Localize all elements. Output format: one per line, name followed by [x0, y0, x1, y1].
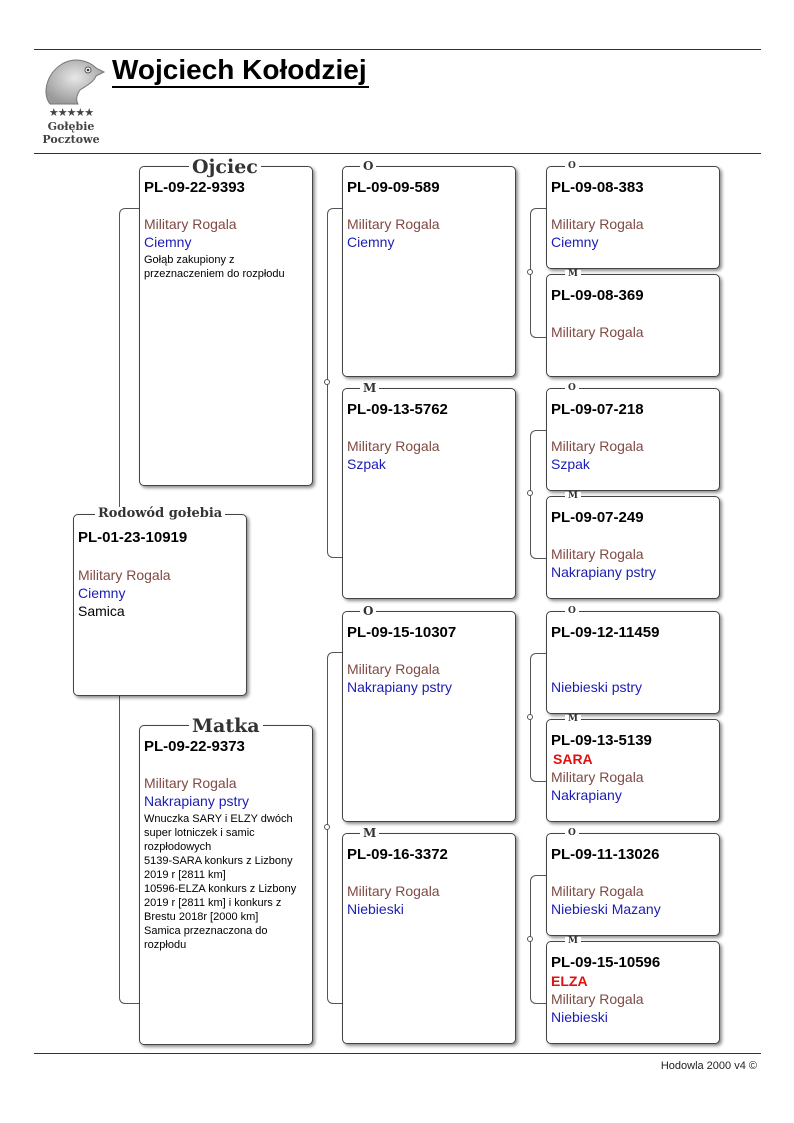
mmf-ring: PL-09-11-13026 [551, 846, 660, 863]
mother-breed: Military Rogala [144, 775, 237, 791]
fmm-ring: PL-09-07-249 [551, 509, 644, 526]
mff-card[interactable] [546, 611, 720, 714]
mother-color: Nakrapiany pstry [144, 793, 250, 809]
subject-sex: Samica [78, 603, 125, 619]
mmm-color: Niebieski [551, 1009, 608, 1025]
logo-stars: ★★★★★ [48, 107, 94, 119]
ffm-ring: PL-09-08-369 [551, 287, 644, 304]
mfm-ring: PL-09-13-5139 [551, 732, 652, 749]
mother-desc-3: rozpłodowych [144, 841, 212, 853]
fmm-label: M [565, 492, 581, 501]
subject-card[interactable] [73, 514, 247, 696]
fff-breed: Military Rogala [551, 216, 644, 232]
mmf-color: Niebieski Mazany [551, 901, 661, 917]
footer-text: Hodowla 2000 v4 © [660, 1060, 757, 1072]
ffm-label: M [565, 270, 581, 279]
ffm-card[interactable] [546, 274, 720, 377]
mff-color: Niebieski pstry [551, 679, 643, 695]
paternal-grandmother-card[interactable] [342, 388, 516, 599]
top-rule [34, 49, 761, 50]
mother-card[interactable] [139, 725, 313, 1045]
mm-label: M [360, 827, 379, 839]
connector-mf-dot [527, 714, 533, 720]
mfm-name: SARA [553, 751, 593, 767]
mm-ring: PL-09-16-3372 [347, 846, 448, 863]
fff-label: O [565, 162, 579, 171]
mfm-color: Nakrapiany [551, 787, 622, 803]
mmf-card[interactable] [546, 833, 720, 936]
mf-label: O [360, 605, 376, 617]
fmm-card[interactable] [546, 496, 720, 599]
ff-color: Ciemny [347, 234, 395, 250]
mother-desc-6: 10596-ELZA konkurs z Lizbony [144, 883, 297, 895]
subject-label: Rodowód gołebia [95, 507, 225, 520]
mmm-name: ELZA [551, 973, 588, 989]
subject-ring: PL-01-23-10919 [78, 529, 188, 546]
mother-desc-10: rozpłodu [144, 939, 187, 951]
fff-color: Ciemny [551, 234, 599, 250]
father-ring: PL-09-22-9393 [144, 179, 245, 196]
mmm-label: M [565, 937, 581, 946]
fm-ring: PL-09-13-5762 [347, 401, 448, 418]
fmf-card[interactable] [546, 388, 720, 491]
subject-breed: Military Rogala [78, 567, 171, 583]
mfm-breed: Military Rogala [551, 769, 644, 785]
subject-color: Ciemny [78, 585, 126, 601]
owner-name: Wojciech Kołodziej [112, 54, 369, 88]
fm-label: M [360, 382, 379, 394]
ff-breed: Military Rogala [347, 216, 440, 232]
connector-fm-dot [527, 490, 533, 496]
mother-desc-5: 2019 r [2811 km] [144, 869, 226, 881]
mother-desc-2: super lotniczek i samic [144, 827, 255, 839]
father-desc-2: przeznaczeniem do rozpłodu [144, 268, 285, 280]
father-card[interactable] [139, 166, 313, 486]
mf-breed: Military Rogala [347, 661, 440, 677]
maternal-grandmother-card[interactable] [342, 833, 516, 1044]
fmf-ring: PL-09-07-218 [551, 401, 644, 418]
footer-rule [34, 1053, 761, 1054]
mother-label: Matka [189, 717, 263, 736]
maternal-grandfather-card[interactable] [342, 611, 516, 822]
connector-mm-dot [527, 936, 533, 942]
mother-desc-4: 5139-SARA konkurs z Lizbony [144, 855, 293, 867]
header-bottom-rule [34, 153, 761, 154]
ffm-breed: Military Rogala [551, 324, 644, 340]
fmf-breed: Military Rogala [551, 438, 644, 454]
father-label: Ojciec [189, 158, 261, 177]
mother-desc-7: 2019 r [2811 km] i konkurs z [144, 897, 282, 909]
mother-desc-8: Brestu 2018r [2000 km] [144, 911, 259, 923]
fm-color: Szpak [347, 456, 386, 472]
ff-ring: PL-09-09-589 [347, 179, 440, 196]
fm-breed: Military Rogala [347, 438, 440, 454]
logo-line-2: Pocztowe [42, 133, 100, 146]
father-desc-1: Gołąb zakupiony z [144, 254, 235, 266]
logo-line-1: Gołębie [47, 120, 95, 133]
ff-label: O [360, 160, 376, 172]
paternal-grandfather-card[interactable] [342, 166, 516, 377]
mother-desc-1: Wnuczka SARY i ELZY dwóch [144, 813, 293, 825]
fmf-color: Szpak [551, 456, 590, 472]
fmm-color: Nakrapiany pstry [551, 564, 657, 580]
mf-color: Nakrapiany pstry [347, 679, 453, 695]
mother-desc-9: Samica przeznaczona do [144, 925, 268, 937]
fff-card[interactable] [546, 166, 720, 269]
mm-breed: Military Rogala [347, 883, 440, 899]
father-color: Ciemny [144, 234, 192, 250]
connector-mother-dot [324, 824, 330, 830]
connector-father-dot [324, 379, 330, 385]
mff-label: O [565, 607, 579, 616]
mmm-card[interactable] [546, 941, 720, 1044]
mmm-breed: Military Rogala [551, 991, 644, 1007]
mmf-label: O [565, 829, 579, 838]
pigeon-head-icon [36, 56, 106, 106]
mf-ring: PL-09-15-10307 [347, 624, 457, 641]
fmf-label: O [565, 384, 579, 393]
mmm-ring: PL-09-15-10596 [551, 954, 661, 971]
mother-ring: PL-09-22-9373 [144, 738, 245, 755]
mff-ring: PL-09-12-11459 [551, 624, 660, 641]
father-breed: Military Rogala [144, 216, 237, 232]
fmm-breed: Military Rogala [551, 546, 644, 562]
mfm-card[interactable] [546, 719, 720, 822]
mmf-breed: Military Rogala [551, 883, 644, 899]
connector-ff-dot [527, 269, 533, 275]
mfm-label: M [565, 715, 581, 724]
mm-color: Niebieski [347, 901, 404, 917]
fff-ring: PL-09-08-383 [551, 179, 644, 196]
pigeon-logo [36, 56, 106, 148]
